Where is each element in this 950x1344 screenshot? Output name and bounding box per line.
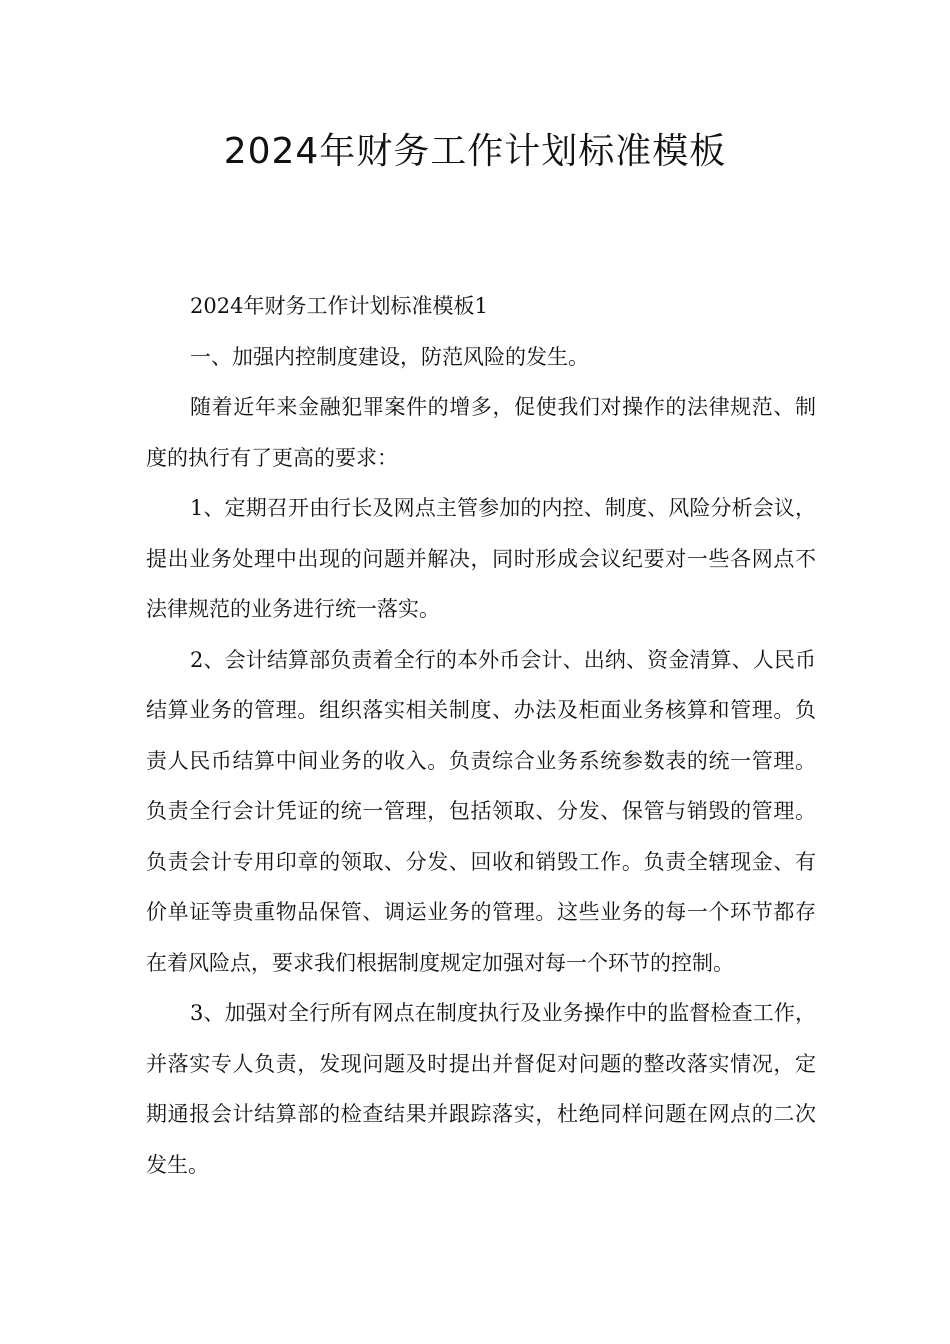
document-body xyxy=(146,281,816,1190)
paragraph: 一、加强内控制度建设，防范风险的发生。 xyxy=(190,344,589,369)
paragraph: 随着近年来金融犯罪案件的增多，促使我们对操作的法律规范、制度的执行有了更高的要求： xyxy=(146,395,816,470)
paragraph: 3、加强对全行所有网点在制度执行及业务操作中的监督检查工作，并落实专人负责，发现问题及时提出并督促对问题的整改落实情况，定期通报会计结算部的检查结果并跟踪落实，杜绝同样问题在网点的二次发生。 xyxy=(146,1001,816,1177)
paragraph: 2、会计结算部负责着全行的本外币会计、出纳、资金清算、人民币结算业务的管理。组织落实相关制度、办法及柜面业务核算和管理。负责人民币结算中间业务的收入。负责综合业务系统参数表的统一管理。负责全行会计凭证的统一管理，包括领取、分发、保管与销毁的管理。负责会计专用印章的领取、分发、回收和销毁工作。负责全辖现金、有价单证等贵重物品保管、调运业务的管理。这些业务的每一个环节都存在着风险点，要求我们根据制度规定加强对每一个环节的控制。 xyxy=(146,647,816,975)
document-title: 2024年财务工作计划标准模板 xyxy=(223,131,727,172)
section-heading: 2024年财务工作计划标准模板1 xyxy=(190,294,488,318)
paragraph: 1、定期召开由行长及网点主管参加的内控、制度、风险分析会议，提出业务处理中出现的问题并解决，同时形成会议纪要对一些各网点不法律规范的业务进行统一落实。 xyxy=(146,496,816,621)
